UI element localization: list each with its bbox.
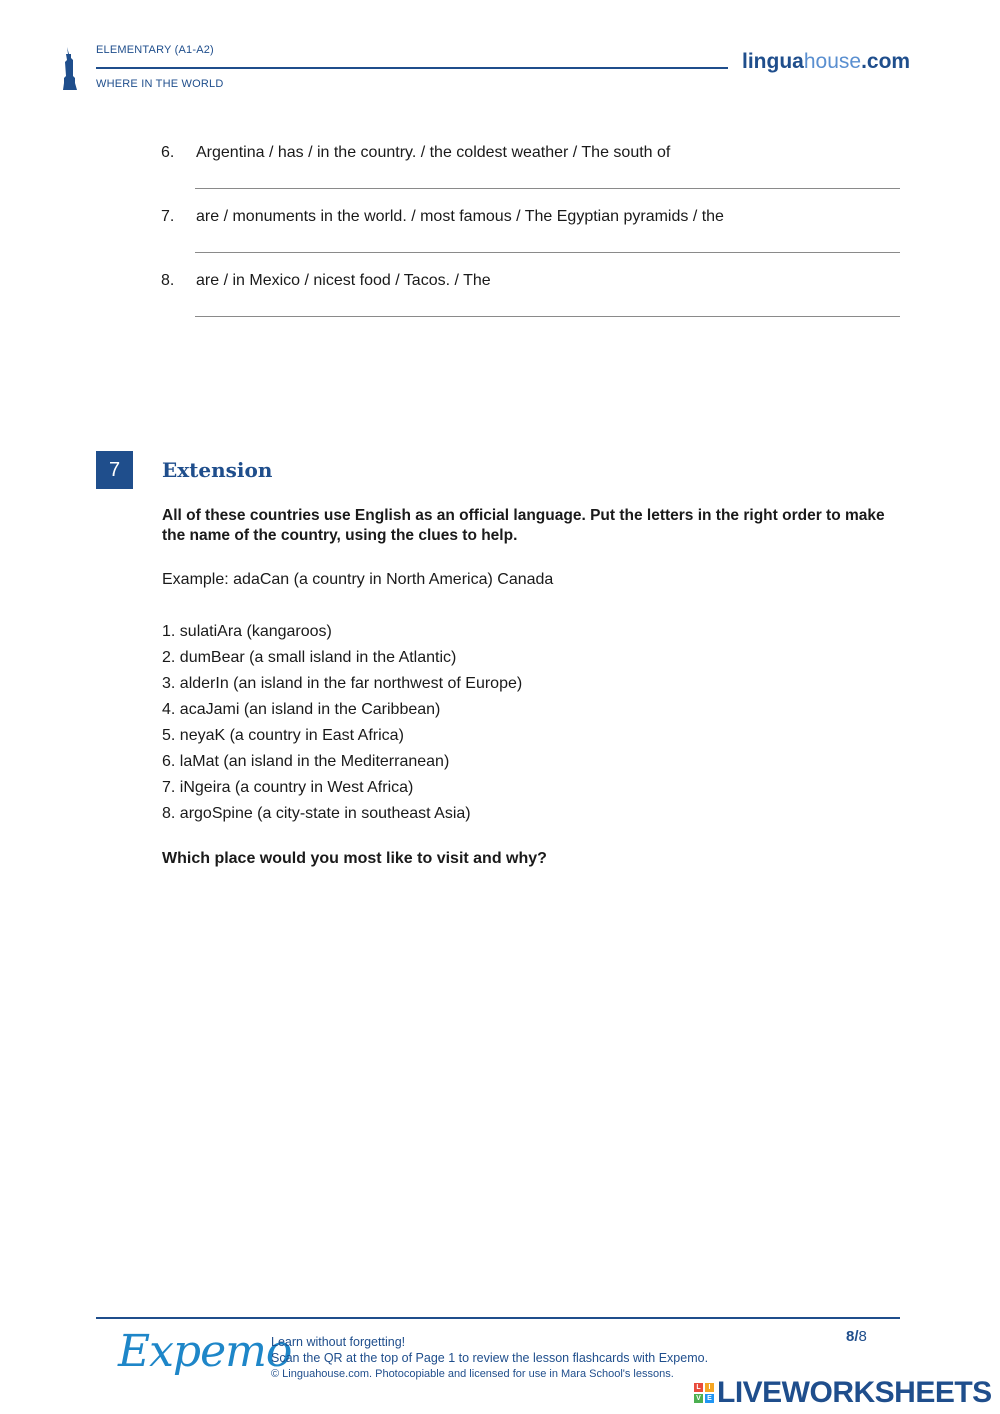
list-item: 2. dumBear (a small island in the Atlantic) (162, 649, 457, 666)
liveworksheets-logo[interactable]: L I V E LIVEWORKSHEETS (694, 1376, 992, 1410)
header-divider (96, 67, 728, 69)
jumbled-sentence: are / monuments in the world. / most famous / The Egyptian pyramids / the (196, 208, 724, 225)
item-number: 8. (161, 272, 175, 289)
page-number: 8/8 (846, 1328, 867, 1345)
section-number-badge: 7 (96, 451, 133, 489)
footer-copyright: © Linguahouse.com. Photocopiable and licensed for use in Mara School's lessons. (271, 1368, 674, 1380)
jumbled-sentence: Argentina / has / in the country. / the coldest weather / The south of (196, 144, 671, 161)
liveworksheets-blocks-icon: L I V E (694, 1383, 714, 1403)
footer-scan-note: Scan the QR at the top of Page 1 to review the lesson flashcards with Expemo. (271, 1351, 709, 1365)
item-number: 6. (161, 144, 175, 161)
answer-line[interactable] (195, 316, 900, 317)
list-item: 5. neyaK (a country in East Africa) (162, 727, 404, 744)
answer-line[interactable] (195, 252, 900, 253)
footer-tagline: Learn without forgetting! (271, 1335, 406, 1349)
lesson-topic: WHERE IN THE WORLD (96, 78, 224, 90)
answer-line[interactable] (195, 188, 900, 189)
list-item: 1. sulatiAra (kangaroos) (162, 623, 332, 640)
list-item: 4. acaJami (an island in the Caribbean) (162, 701, 441, 718)
section-title: Extension (162, 458, 273, 482)
list-item: 8. argoSpine (a city-state in southeast Asia) (162, 805, 471, 822)
course-level: ELEMENTARY (A1-A2) (96, 44, 214, 56)
list-item: 3. alderIn (an island in the far northwest of Europe) (162, 675, 523, 692)
linguahouse-logo: linguahouse.com (742, 50, 911, 73)
jumbled-sentence: are / in Mexico / nicest food / Tacos. / The (196, 272, 491, 289)
statue-of-liberty-icon (62, 46, 78, 90)
clue-list (162, 622, 522, 830)
section-instructions: All of these countries use English as an official language. Put the letters in the right order to make the name of the country, using the clues to help. (162, 507, 885, 544)
list-item: 6. laMat (an island in the Mediterranean) (162, 753, 450, 770)
example-line: Example: adaCan (a country in North America) Canada (162, 571, 554, 588)
item-number: 7. (161, 208, 175, 225)
list-item: 7. iNgeira (a country in West Africa) (162, 779, 414, 796)
expemo-logo[interactable]: Expemo (118, 1326, 292, 1377)
discussion-question: Which place would you most like to visit and why? (162, 850, 547, 867)
footer-divider (96, 1317, 900, 1319)
